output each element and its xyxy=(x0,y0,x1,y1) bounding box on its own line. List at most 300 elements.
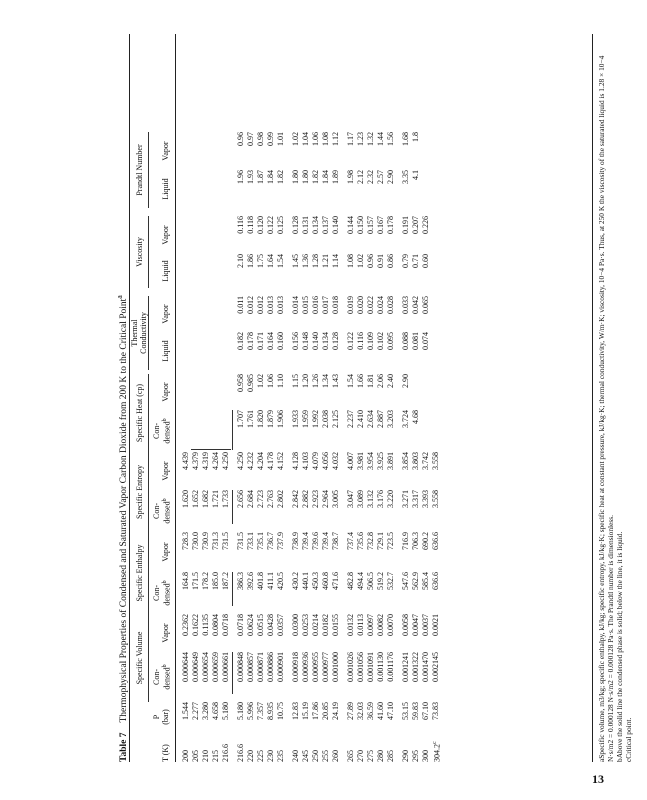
table-cell: 0.102 xyxy=(376,332,385,350)
table-cell: 2.802 xyxy=(276,490,285,508)
table-cell: 729.1 xyxy=(376,532,385,550)
table-cell: 636.6 xyxy=(431,532,440,550)
table-cell: 0.99 xyxy=(266,132,275,146)
column-heading: Vapor xyxy=(161,225,170,245)
table-cell: 2.763 xyxy=(266,490,275,508)
table-cell: 3.981 xyxy=(356,452,365,470)
table-cell: 0.001241 xyxy=(401,652,410,682)
table-cell: 3.005 xyxy=(331,490,340,508)
table-cell: 0.0624 xyxy=(246,614,255,636)
table-cell: 53.15 xyxy=(401,702,410,720)
table-cell: 3.220 xyxy=(386,490,395,508)
table-cell: 178.2 xyxy=(201,572,210,590)
table-cell: 1.82 xyxy=(311,170,320,184)
table-cell: 27.89 xyxy=(346,702,355,720)
table-cell: 0.013 xyxy=(276,296,285,314)
table-cell: 17.86 xyxy=(311,702,320,720)
table-cell: 1.84 xyxy=(266,170,275,184)
table-cell: 0.074 xyxy=(421,332,430,350)
table-cell: 0.0357 xyxy=(276,614,285,636)
table-cell: 4.103 xyxy=(301,452,310,470)
header-rule xyxy=(175,34,176,762)
table-cell: 690.2 xyxy=(421,532,430,550)
table-cell: 1.34 xyxy=(321,374,330,388)
rotated-table-page xyxy=(113,28,647,762)
table-cell: 0.116 xyxy=(236,216,245,234)
footnote-c: cCritical point. xyxy=(624,717,633,762)
table-cell: 0.182 xyxy=(236,332,245,350)
table-cell: 2.410 xyxy=(356,410,365,428)
table-cell: 731.3 xyxy=(211,532,220,550)
table-cell: 739.4 xyxy=(301,532,310,550)
table-cell: 2.887 xyxy=(376,410,385,428)
table-cell: 0.116 xyxy=(356,332,365,350)
table-cell: 1.54 xyxy=(276,254,285,268)
table-cell: 225 xyxy=(256,750,265,762)
table-cell: 0.140 xyxy=(311,332,320,350)
table-cell: 2.06 xyxy=(376,374,385,388)
group-underline xyxy=(148,614,149,702)
table-cell: 1.02 xyxy=(256,374,265,388)
table-cell: 41.60 xyxy=(376,702,385,720)
table-cell: 401.8 xyxy=(256,572,265,590)
table-cell: 4.264 xyxy=(211,452,220,470)
table-cell: 3.925 xyxy=(376,452,385,470)
table-cell: 494.4 xyxy=(356,572,365,590)
table-cell: 216.6 xyxy=(221,744,230,762)
table-cell: 1.82 xyxy=(276,170,285,184)
table-cell: 482.8 xyxy=(346,572,355,590)
table-cell: 0.109 xyxy=(366,332,375,350)
table-cell: 0.001130 xyxy=(376,652,385,682)
table-cell: 0.125 xyxy=(276,216,285,234)
table-cell: 0.0155 xyxy=(331,614,340,636)
group-header: Specific Volume xyxy=(135,631,144,685)
table-cell: 0.86 xyxy=(386,254,395,268)
table-cell: 730.9 xyxy=(201,532,210,550)
table-cell: 285 xyxy=(386,750,395,762)
group-underline xyxy=(148,132,149,208)
column-heading: Vapor xyxy=(161,461,170,481)
table-cell: 735.6 xyxy=(356,532,365,550)
group-header: Prandtl Number xyxy=(135,144,144,196)
table-cell: 171.5 xyxy=(191,572,200,590)
table-cell: 1.80 xyxy=(291,170,300,184)
table-cell: 7.357 xyxy=(256,702,265,720)
table-cell: 5.180 xyxy=(236,702,245,720)
table-cell: 0.000661 xyxy=(221,652,230,682)
table-cell: 0.012 xyxy=(256,296,265,314)
column-heading: T (K) xyxy=(161,744,170,762)
table-cell: 10.75 xyxy=(276,702,285,720)
table-cell: 1.43 xyxy=(331,374,340,388)
table-cell: 0.095 xyxy=(386,332,395,350)
table-cell: 731.5 xyxy=(221,532,230,550)
table-cell: 4.007 xyxy=(346,452,355,470)
table-cell: 0.96 xyxy=(236,132,245,146)
table-cell: 0.0082 xyxy=(376,614,385,636)
table-cell: 737.9 xyxy=(276,532,285,550)
table-cell: 3.089 xyxy=(356,490,365,508)
table-cell: 0.0718 xyxy=(236,614,245,636)
table-cell: 1.56 xyxy=(386,132,395,146)
table-cell: 1.8 xyxy=(411,132,420,142)
table-cell: 420.5 xyxy=(276,572,285,590)
table-cell: 0.000848 xyxy=(236,652,245,682)
table-cell: 0.001000 xyxy=(331,652,340,682)
phase-separator-line xyxy=(232,572,233,606)
group-underline xyxy=(148,374,149,452)
table-cell: 1.04 xyxy=(301,132,310,146)
table-cell: 1.707 xyxy=(236,410,245,428)
table-cell: 1.66 xyxy=(356,374,365,388)
table-cell: 0.160 xyxy=(276,332,285,350)
table-cell: 1.80 xyxy=(301,170,310,184)
table-cell: 1.75 xyxy=(256,254,265,268)
table-cell: 1.721 xyxy=(211,490,220,508)
table-cell: 2.882 xyxy=(301,490,310,508)
table-cell: 2.277 xyxy=(191,702,200,720)
table-cell: 2.90 xyxy=(401,374,410,388)
table-cell: 1.544 xyxy=(181,702,190,720)
table-cell: 0.024 xyxy=(376,296,385,314)
table-cell: 4.128 xyxy=(291,452,300,470)
table-cell: 0.91 xyxy=(376,254,385,268)
table-cell: 2.40 xyxy=(386,374,395,388)
table-cell: 275 xyxy=(366,750,375,762)
table-cell: 0.020 xyxy=(356,296,365,314)
table-cell: 636.6 xyxy=(431,572,440,590)
table-cell: 0.1622 xyxy=(191,614,200,636)
table-cell: 0.0037 xyxy=(421,614,430,636)
table-cell: 732.8 xyxy=(366,532,375,550)
table-cell: 506.5 xyxy=(366,572,375,590)
table-cell: 230 xyxy=(266,750,275,762)
table-cell: 0.0300 xyxy=(291,614,300,636)
table-cell: 0.0070 xyxy=(386,614,395,636)
table-cell: 280 xyxy=(376,750,385,762)
table-cell: 1.10 xyxy=(276,374,285,388)
table-cell: 5.180 xyxy=(221,702,230,720)
title-footnote-mark: a xyxy=(115,295,124,299)
table-cell: 2.723 xyxy=(256,490,265,508)
table-cell: 735.1 xyxy=(256,532,265,550)
table-cell: 187.2 xyxy=(221,572,230,590)
table-cell: 3.176 xyxy=(376,490,385,508)
table-cell: 450.3 xyxy=(311,572,320,590)
phase-separator-line xyxy=(191,449,231,450)
table-cell: 4.68 xyxy=(411,410,420,424)
table-cell: 1.84 xyxy=(321,170,330,184)
table-cell: 0.000644 xyxy=(181,652,190,682)
column-heading: Con- densed$^b$ xyxy=(152,418,172,444)
column-heading: Vapor xyxy=(161,623,170,643)
table-cell: 3.280 xyxy=(201,702,210,720)
group-header: Specific Enthalpy xyxy=(135,544,144,602)
table-cell: 0.001176 xyxy=(386,652,395,682)
table-cell: 1.06 xyxy=(311,132,320,146)
table-cell: 0.131 xyxy=(301,216,310,234)
table-cell: 3.317 xyxy=(411,490,420,508)
table-cell: 471.6 xyxy=(331,572,340,590)
table-cell: 260 xyxy=(331,750,340,762)
table-cell: 4.152 xyxy=(276,452,285,470)
column-heading: Con- densed$^b$ xyxy=(152,498,172,524)
table-cell: 164.8 xyxy=(181,572,190,590)
table-cell: 200 xyxy=(181,750,190,762)
table-cell: 1.733 xyxy=(221,490,230,508)
table-cell: 0.0804 xyxy=(211,614,220,636)
table-cell: 0.013 xyxy=(266,296,275,314)
table-cell: 0.0113 xyxy=(356,614,365,636)
table-cell: 0.019 xyxy=(346,296,355,314)
table-cell: 1.652 xyxy=(191,490,200,508)
table-cell: 2.684 xyxy=(246,490,255,508)
table-cell: 2.923 xyxy=(311,490,320,508)
table-cell: 67.10 xyxy=(421,702,430,720)
table-cell: 0.028 xyxy=(386,296,395,314)
group-header: Specific Heat (cp) xyxy=(135,383,144,443)
table-cell: 4.032 xyxy=(331,452,340,470)
table-cell: 0.60 xyxy=(421,254,430,268)
table-cell: 2.57 xyxy=(376,170,385,184)
table-cell: 0.0515 xyxy=(256,614,265,636)
table-cell: 0.017 xyxy=(321,296,330,314)
table-cell: 0.2362 xyxy=(181,614,190,636)
column-heading: Vapor xyxy=(161,141,170,161)
table-cell: 2.634 xyxy=(366,410,375,428)
table-cell: 0.033 xyxy=(401,296,410,314)
table-cell: 4.250 xyxy=(236,452,245,470)
table-cell: 737.4 xyxy=(346,532,355,550)
table-cell: 0.0718 xyxy=(221,614,230,636)
table-cell: 0.016 xyxy=(311,296,320,314)
top-rule xyxy=(129,34,130,762)
table-cell: 2.125 xyxy=(331,410,340,428)
table-cell: 0.000977 xyxy=(321,652,330,682)
table-cell: 0.96 xyxy=(366,254,375,268)
table-cell: 3.803 xyxy=(411,452,420,470)
table-cell: 0.178 xyxy=(386,216,395,234)
column-heading: Vapor xyxy=(161,542,170,562)
table-cell: 0.79 xyxy=(401,254,410,268)
table-cell: 2.656 xyxy=(236,490,245,508)
table-cell: 185.0 xyxy=(211,572,220,590)
table-cell: 0.0021 xyxy=(431,614,440,636)
table-cell: 4.232 xyxy=(246,452,255,470)
table-cell: 1.820 xyxy=(256,410,265,428)
table-label: Table 7 xyxy=(119,732,130,762)
table-cell: 4.250 xyxy=(221,452,230,470)
table-cell: 0.122 xyxy=(346,332,355,350)
table-cell: 3.954 xyxy=(366,452,375,470)
table-cell: 0.000659 xyxy=(211,652,220,682)
table-cell: 1.98 xyxy=(346,170,355,184)
column-heading: P (bar) xyxy=(152,709,170,725)
table-cell: 0.014 xyxy=(291,296,300,314)
table-cell: 739.4 xyxy=(321,532,330,550)
group-header: Thermal Conductivity xyxy=(130,312,148,354)
table-cell: 2.842 xyxy=(291,490,300,508)
table-cell: 4.379 xyxy=(191,452,200,470)
table-cell: 1.87 xyxy=(256,170,265,184)
table-cell: 0.012 xyxy=(246,296,255,314)
table-cell: 3.203 xyxy=(386,410,395,428)
table-cell: 0.137 xyxy=(321,216,330,234)
table-cell: 245 xyxy=(301,750,310,762)
table-cell: 1.620 xyxy=(181,490,190,508)
table-cell: 1.15 xyxy=(291,374,300,388)
table-cell: 1.26 xyxy=(311,374,320,388)
table-cell: 1.32 xyxy=(366,132,375,146)
table-cell: 0.081 xyxy=(411,332,420,350)
table-cell: 0.0253 xyxy=(301,614,310,636)
table-cell: 562.9 xyxy=(411,572,420,590)
table-cell: 0.157 xyxy=(366,216,375,234)
table-cell: 4.658 xyxy=(211,702,220,720)
table-cell: 0.0428 xyxy=(266,614,275,636)
table-cell: 1.12 xyxy=(331,132,340,146)
table-cell: 731.5 xyxy=(236,532,245,550)
footnote-a: aSpecific volume, m3/kg; specific enthalpy, kJ/kg; specific entropy, kJ/kg·K; specific heat at constant pressure, kJ/kg·K; thermal conductivity, W/m·K; viscosity, 10−4 Pa·s. Thus, at 250 K the viscosity of the saturated liquid is 1.28 × 10−4 N·s/m2 = 0.000128 N·s/m2 = 0.000128 Pa·s. The Prandtl number is dimensionless. xyxy=(597,55,615,762)
column-heading: Con- densed$^b$ xyxy=(152,664,172,690)
table-cell: 1.21 xyxy=(321,254,330,268)
table-cell: 1.08 xyxy=(321,132,330,146)
table-cell: 0.018 xyxy=(331,296,340,314)
table-cell: 0.000918 xyxy=(291,652,300,682)
group-underline xyxy=(148,452,149,532)
table-cell: 2.10 xyxy=(236,254,245,268)
table-cell: 4.1 xyxy=(411,170,420,180)
table-cell: 32.03 xyxy=(356,702,365,720)
table-cell: 3.132 xyxy=(366,490,375,508)
footnotes xyxy=(597,34,633,762)
table-cell: 4.079 xyxy=(311,452,320,470)
table-cell: 0.118 xyxy=(246,216,255,234)
table-cell: 3.854 xyxy=(401,452,410,470)
table-cell: 1.28 xyxy=(311,254,320,268)
table-cell: 215 xyxy=(211,750,220,762)
table-cell: 1.14 xyxy=(331,254,340,268)
table-cell: 1.68 xyxy=(401,132,410,146)
table-cell: 240 xyxy=(291,750,300,762)
table-cell: 270 xyxy=(356,750,365,762)
table-cell: 0.015 xyxy=(301,296,310,314)
table-cell: 1.761 xyxy=(246,410,255,428)
table-cell: 1.96 xyxy=(236,170,245,184)
table-cell: 1.02 xyxy=(356,254,365,268)
table-cell: 0.0214 xyxy=(311,614,320,636)
table-cell: 0.226 xyxy=(421,216,430,234)
table-cell: 1.44 xyxy=(376,132,385,146)
table-cell: 739.6 xyxy=(311,532,320,550)
table-cell: 1.933 xyxy=(291,410,300,428)
footnote-b: bAbove the solid line the condensed phase is solid; below the line, it is liquid. xyxy=(615,531,624,762)
table-cell: 0.156 xyxy=(291,332,300,350)
table-cell: 738.7 xyxy=(331,532,340,550)
table-cell: 736.7 xyxy=(266,532,275,550)
table-cell: 250 xyxy=(311,750,320,762)
table-cell: 3.742 xyxy=(421,452,430,470)
table-cell: 0.001056 xyxy=(356,652,365,682)
phase-separator-line xyxy=(232,652,233,694)
table-cell: 3.558 xyxy=(431,490,440,508)
column-heading: Liquid xyxy=(161,340,170,362)
table-cell: 0.71 xyxy=(411,254,420,268)
table-cell: 0.000871 xyxy=(256,652,265,682)
table-cell: 0.000936 xyxy=(301,652,310,682)
table-cell: 1.89 xyxy=(331,170,340,184)
table-cell: 0.167 xyxy=(376,216,385,234)
table-cell: 20.85 xyxy=(321,702,330,720)
table-cell: 0.0058 xyxy=(401,614,410,636)
table-cell: 1.93 xyxy=(246,170,255,184)
table-title-text: Thermophysical Properties of Condensed and Saturated Vapor Carbon Dioxide from 200 K to the Critical Point xyxy=(119,298,130,723)
table-cell: 1.959 xyxy=(301,410,310,428)
table-cell: 0.0097 xyxy=(366,614,375,636)
table-cell: 532.7 xyxy=(386,572,395,590)
table-cell: 1.08 xyxy=(346,254,355,268)
column-heading: Con- densed$^b$ xyxy=(152,580,172,606)
table-cell: 2.038 xyxy=(321,410,330,428)
table-cell: 47.10 xyxy=(386,702,395,720)
table-cell: 728.3 xyxy=(181,532,190,550)
table-cell: 1.992 xyxy=(311,410,320,428)
table-cell: 0.144 xyxy=(346,216,355,234)
table-cell: 0.191 xyxy=(401,216,410,234)
table-cell: 0.958 xyxy=(236,374,245,392)
table-cell: 0.000886 xyxy=(266,652,275,682)
table-cell: 0.001470 xyxy=(421,652,430,682)
table-cell: 0.022 xyxy=(366,296,375,314)
group-underline xyxy=(148,296,149,370)
table-cell: 5.996 xyxy=(246,702,255,720)
table-cell: 3.891 xyxy=(386,452,395,470)
table-cell: 216.6 xyxy=(236,744,245,762)
table-cell: 0.000857 xyxy=(246,652,255,682)
table-cell: 0.128 xyxy=(291,216,300,234)
table-cell: 0.001322 xyxy=(411,652,420,682)
table-cell: 8.935 xyxy=(266,702,275,720)
table-cell: 205 xyxy=(191,750,200,762)
table-cell: 4.178 xyxy=(266,452,275,470)
table-cell: 547.6 xyxy=(401,572,410,590)
table-cell: 0.065 xyxy=(421,296,430,314)
table-cell: 300 xyxy=(421,750,430,762)
table-cell: 519.2 xyxy=(376,572,385,590)
table-cell: 0.171 xyxy=(256,332,265,350)
table-cell: 0.088 xyxy=(401,332,410,350)
table-cell: 220 xyxy=(246,750,255,762)
table-cell: 0.164 xyxy=(266,332,275,350)
table-cell: 0.000901 xyxy=(276,652,285,682)
table-cell: 4.204 xyxy=(256,452,265,470)
table-cell: 0.134 xyxy=(311,216,320,234)
table-cell: 0.178 xyxy=(246,332,255,350)
table-cell: 0.0132 xyxy=(346,614,355,636)
table-cell: 723.5 xyxy=(386,532,395,550)
table-cell: 3.047 xyxy=(346,490,355,508)
table-cell: 290 xyxy=(401,750,410,762)
table-cell: 1.879 xyxy=(266,410,275,428)
table-cell: 0.97 xyxy=(246,132,255,146)
table-cell: 0.001091 xyxy=(366,652,375,682)
group-header: Viscosity xyxy=(135,237,144,267)
table-cell: 1.36 xyxy=(301,254,310,268)
table-cell: 3.35 xyxy=(401,170,410,184)
table-cell: 0.140 xyxy=(331,216,340,234)
table-cell: 3.558 xyxy=(431,452,440,470)
